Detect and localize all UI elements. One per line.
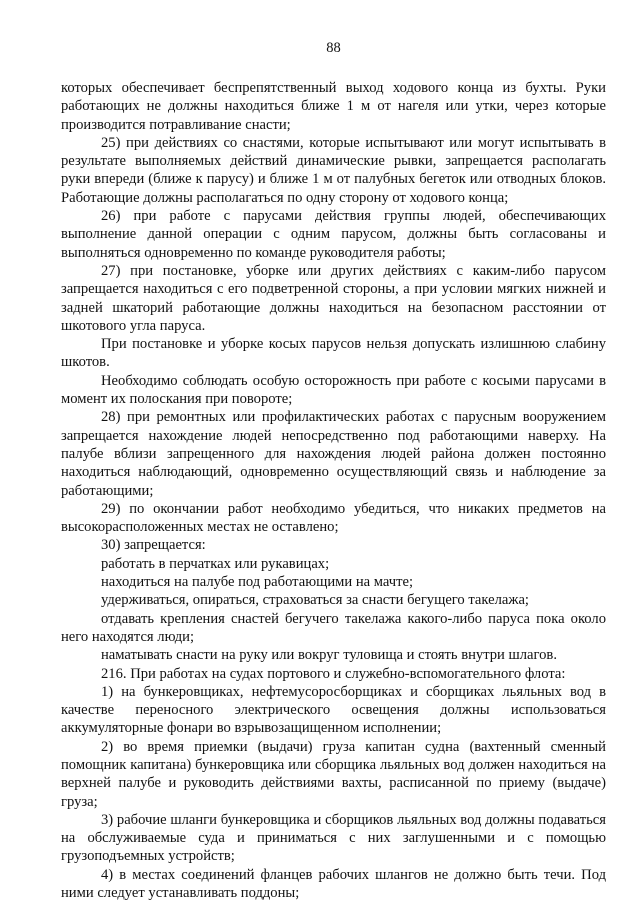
paragraph: 26) при работе с парусами действия группы людей, обеспечивающих выполнение данной операции с одним парусом, должны быть согласованы и выполняться одновременно по команде руководителя работы; (61, 208, 606, 261)
page-number: 88 (326, 40, 341, 56)
paragraph: 28) при ремонтных или профилактических работах с парусным вооружением запрещается нахождение людей непосредственно под работающими наверху. На палубе вблизи запрещенного для нахождения людей района должен постоянно находиться наблюдающий, одновременно осуществляющий связь и наблюдение за работающими; (61, 409, 606, 499)
paragraph: которых обеспечивает беспрепятственный выход ходового конца из бухты. Руки работающих не должны находиться ближе 1 м от нагеля или утки, через которые производится потравливание снасти; (61, 80, 606, 133)
paragraph: 2) во время приемки (выдачи) груза капитан судна (вахтенный сменный помощник капитана) бункеровщика или сборщика льяльных вод должен находиться на верхней палубе и руководить действиями вахты, расписанной по приему (выдаче) груза; (61, 738, 606, 810)
paragraph: 29) по окончании работ необходимо убедиться, что никаких предметов на высокорасположенных местах не оставлено; (61, 500, 606, 536)
paragraph: 27) при постановке, уборке или других действиях с каким-либо парусом запрещается находиться с его подветренной стороны, а при условии мягких нижней и задней шкаторий работающие должны находиться на безопасном расстоянии от шкотового угла паруса. (61, 262, 606, 334)
paragraph: работать в перчатках или рукавицах; (101, 555, 330, 572)
paragraph: находиться на палубе под работающими на мачте; (101, 574, 414, 591)
paragraph: 4) в местах соединений фланцев рабочих шлангов не должно быть течи. Под ними следует устанавливать поддоны; (61, 866, 606, 902)
paragraph: 1) на бункеровщиках, нефтемусоросборщиках и сборщиках льяльных вод в качестве переносного электрического освещения должны использоваться аккумуляторные фонари во взрывозащищенном исполнении; (61, 683, 606, 737)
document-body (61, 79, 606, 902)
paragraph: 3) рабочие шланги бункеровщика и сборщиков льяльных вод должны подаваться на обслуживаемые суда и приниматься с них заглушенными и с помощью грузоподъемных устройств; (61, 811, 606, 865)
paragraph: 30) запрещается: (101, 537, 206, 554)
paragraph: 25) при действиях со снастями, которые испытывают или могут испытывать в результате выполняемых действий динамические рывки, запрещается располагать руки впереди (ближе к парусу) и ближе 1 м от палубных бегеток или отводных блоков. Работающие должны располагаться по одну сторону от ходового конца; (61, 134, 606, 206)
paragraph: наматывать снасти на руку или вокруг туловища и стоять внутри шлагов. (101, 647, 557, 664)
paragraph: удерживаться, опираться, страховаться за снасти бегущего такелажа; (101, 592, 529, 609)
paragraph: отдавать крепления снастей бегучего такелажа какого-либо паруса пока около него находятся люди; (61, 610, 606, 645)
paragraph: Необходимо соблюдать особую осторожность при работе с косыми парусами в момент их полоскания при повороте; (61, 372, 606, 408)
paragraph: При постановке и уборке косых парусов нельзя допускать излишнюю слабину шкотов. (61, 336, 606, 371)
paragraph: 216. При работах на судах портового и служебно-вспомогательного флота: (101, 665, 566, 682)
